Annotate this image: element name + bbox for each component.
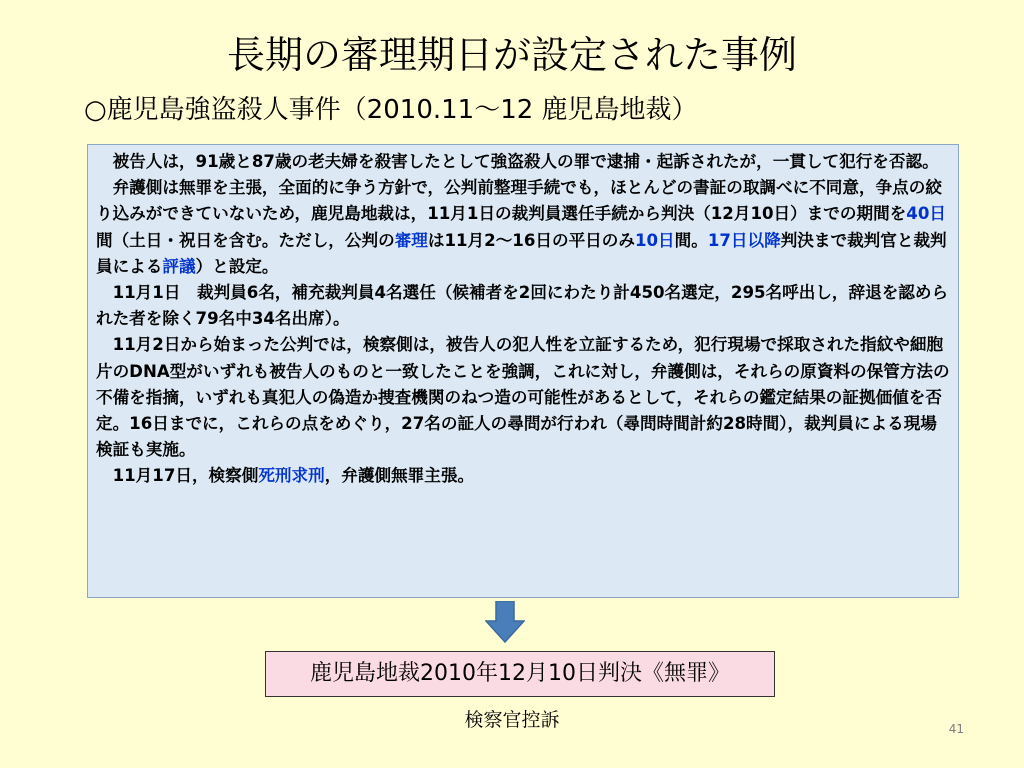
death-penalty-highlight: 死刑求刑 — [258, 466, 325, 486]
paragraph-defendant: 被告人は，91歳と87歳の老夫婦を殺害したとして強盗殺人の罪で逮捕・起訴されたが，一貫して犯行を否認。 — [112, 152, 939, 171]
schedule-text: は11月2～16日の平日のみ — [427, 230, 635, 250]
schedule-text: 弁護側は無罪を主張，全面的に争う方針で，公判前整理手続でも，ほとんどの書証の取調べに不同意，争点の絞り込みができていないため，鹿児島地裁は，11月1日の裁判員選任手続から判決（12月10日）までの期間を — [96, 178, 942, 224]
schedule-text: 間（土日・祝日を含む。ただし，公判の — [96, 230, 395, 250]
trial-days-highlight: 10日 — [634, 230, 675, 250]
period-days-highlight: 40日 — [906, 204, 946, 224]
paragraph-trial: 11月2日から始まった公判では，検察側は，被告人の犯人性を立証するため，犯行現場で採取された指紋や細胞片のDNA型がいずれも被告人のものと一致したことを強調，これに対し，弁護側は，それらの原資料の保管方法の不備を指摘，いずれも真犯人の偽造か捜査機関のねつ造の可能性があるとして，それらの鑑定結果の証拠価値を否定。16日までに，これらの点をめぐり，27名の証人の尋問が行われ（尋問時間計約28時間），裁判員による現場検証も実施。 — [96, 335, 950, 460]
case-summary-box — [87, 144, 959, 598]
closing-text: 11月17日，検察側 — [112, 466, 259, 486]
schedule-text: ）と設定。 — [195, 256, 279, 276]
paragraph-closing — [96, 463, 952, 489]
schedule-text: 間。 — [674, 230, 708, 250]
schedule-text: 判決まで裁判官と裁判員による — [96, 230, 947, 276]
deliberation-highlight: 評議 — [162, 256, 196, 276]
after-17th-highlight: 17日以降 — [707, 230, 781, 250]
verdict-box: 鹿児島地裁2010年12月10日判決《無罪》 — [265, 651, 775, 697]
paragraph-schedule — [96, 175, 952, 280]
closing-text: ，弁護側無罪主張。 — [324, 466, 475, 486]
slide-title: 長期の審理期日が設定された事例 — [226, 33, 797, 77]
case-heading: ○鹿児島強盗殺人事件（2010.11～12 鹿児島地裁） — [84, 95, 698, 125]
trial-highlight: 審理 — [394, 230, 428, 250]
page-number: 41 — [948, 722, 964, 736]
prosecutor-appeal-label: 検察官控訴 — [464, 709, 560, 731]
down-arrow-icon — [485, 601, 525, 643]
paragraph-jury-selection: 11月1日 裁判員6名，補充裁判員4名選任（候補者を2回にわたり計450名選定，295名呼出し，辞退を認められた者を除く79名中34名出席）。 — [96, 283, 949, 329]
